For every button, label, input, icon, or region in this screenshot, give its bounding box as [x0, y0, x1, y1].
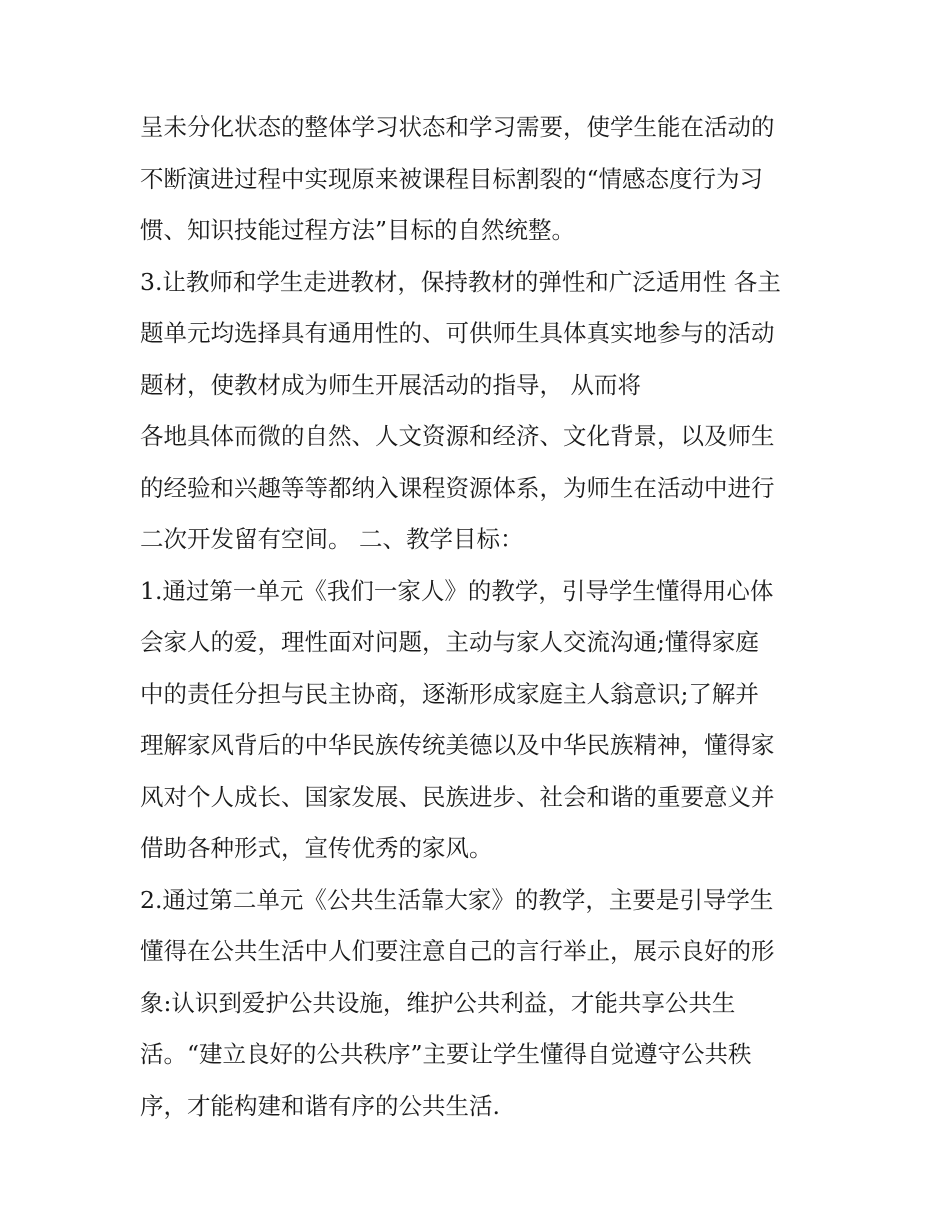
text-line: 中的责任分担与民主协商，逐渐形成家庭主人翁意识;了解并	[140, 679, 759, 708]
text-line: 3.让教师和学生走进教材，保持教材的弹性和广泛适用性 各主	[140, 267, 781, 296]
text-line: 惯、知识技能过程方法”目标的自然统整。	[140, 216, 576, 244]
text-line: 题单元均选择具有通用性的、可供师生具体真实地参与的活动	[140, 319, 775, 347]
text-line: 风对个人成长、国家发展、民族进步、社会和谐的重要意义并	[140, 782, 775, 811]
document-body	[140, 102, 830, 1132]
text-line: 的经验和兴趣等等都纳入课程资源体系，为师生在活动中进行	[140, 473, 775, 502]
text-line: 1.通过第一单元《我们一家人》的教学，引导学生懂得用心体	[140, 576, 774, 605]
text-line: 理解家风背后的中华民族传统美德以及中华民族精神，懂得家	[140, 731, 775, 759]
text-line: 会家人的爱，理性面对问题，主动与家人交流沟通;懂得家庭	[140, 628, 759, 656]
text-line: 二次开发留有空间。 二、教学目标：	[140, 525, 524, 553]
text-line: 借助各种形式，宣传优秀的家风。	[140, 834, 493, 862]
text-line: 象:认识到爱护公共设施，维护公共利益，才能共享公共生	[140, 988, 736, 1017]
text-line: 呈未分化状态的整体学习状态和学习需要，使学生能在活动的	[140, 113, 775, 141]
text-line: 不断演进过程中实现原来被课程目标割裂的“情感态度行为习	[140, 164, 764, 193]
text-line: 序，才能构建和谐有序的公共生活.	[140, 1091, 500, 1120]
text-line: 活。“建立良好的公共秩序”主要让学生懂得自觉遵守公共秩	[140, 1040, 752, 1068]
text-line: 各地具体而微的自然、人文资源和经济、文化背景，以及师生	[140, 422, 775, 450]
text-line: 2.通过第二单元《公共生活靠大家》的教学，主要是引导学生	[140, 885, 774, 914]
text-line: 题材，使教材成为师生开展活动的指导， 从而将	[140, 370, 641, 399]
text-line: 懂得在公共生活中人们要注意自己的言行举止，展示良好的形	[140, 937, 775, 965]
